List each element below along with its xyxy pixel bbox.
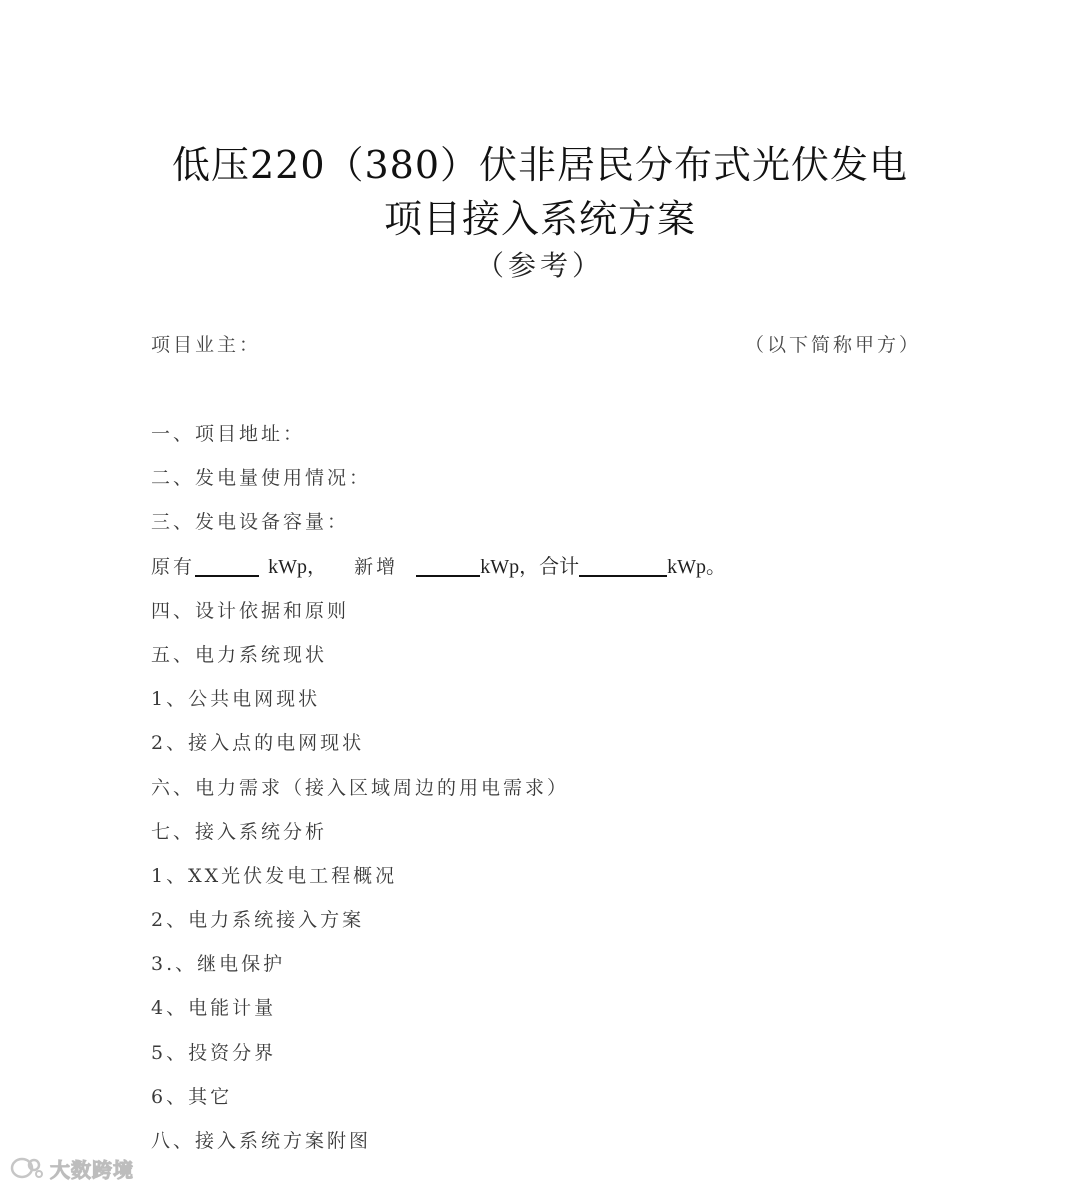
- outline-item: 六、电力需求（接入区域周边的用电需求）: [151, 776, 570, 799]
- capacity-original-label: 原有: [151, 555, 196, 578]
- outline-item: 二、发电量使用情况：: [151, 467, 372, 490]
- capacity-added-blank: [416, 555, 480, 577]
- capacity-unit-3: kWp。: [667, 555, 726, 578]
- outline-item: 5、投资分界: [151, 1041, 277, 1064]
- outline-item: 2、接入点的电网现状: [151, 732, 365, 755]
- capacity-total-blank: [579, 555, 667, 577]
- capacity-original-blank: [195, 555, 259, 577]
- project-owner-label: 项目业主：: [151, 334, 262, 356]
- outline-item: 1、XX光伏发电工程概况: [151, 864, 398, 887]
- outline-item: 五、电力系统现状: [151, 643, 328, 666]
- project-owner-row: [151, 330, 921, 362]
- outline-item: 4、电能计量: [151, 997, 277, 1020]
- outline-item: 四、设计依据和原则: [151, 599, 350, 622]
- project-owner-note: （以下简称甲方）: [744, 334, 921, 356]
- outline-item: 6、其它: [151, 1085, 233, 1108]
- outline-item: 八、接入系统方案附图: [151, 1130, 372, 1152]
- watermark-text: 大数跨境: [50, 1158, 134, 1182]
- capacity-unit-1: kWp，: [268, 555, 327, 578]
- capacity-row: [151, 552, 951, 596]
- outline-item: 三、发电设备容量：: [151, 511, 350, 534]
- outline-item: 1、公共电网现状: [151, 688, 321, 711]
- capacity-unit-2: kWp，合计: [480, 555, 580, 578]
- document-subtitle: （参考）: [475, 249, 604, 282]
- document-title-line2: 项目接入系统方案: [383, 197, 696, 241]
- outline-item: 3.、继电保护: [151, 953, 286, 976]
- outline-item: 2、电力系统接入方案: [151, 909, 365, 932]
- document-outline: [151, 419, 951, 1170]
- document-title-line1: 低压220（380）伏非居民分布式光伏发电: [171, 143, 909, 187]
- outline-item: 一、项目地址：: [151, 423, 306, 445]
- outline-item: 七、接入系统分析: [151, 820, 328, 843]
- bubble-logo-icon: [10, 1156, 44, 1182]
- watermark: [10, 1154, 134, 1183]
- capacity-added-label: 新增: [354, 555, 399, 578]
